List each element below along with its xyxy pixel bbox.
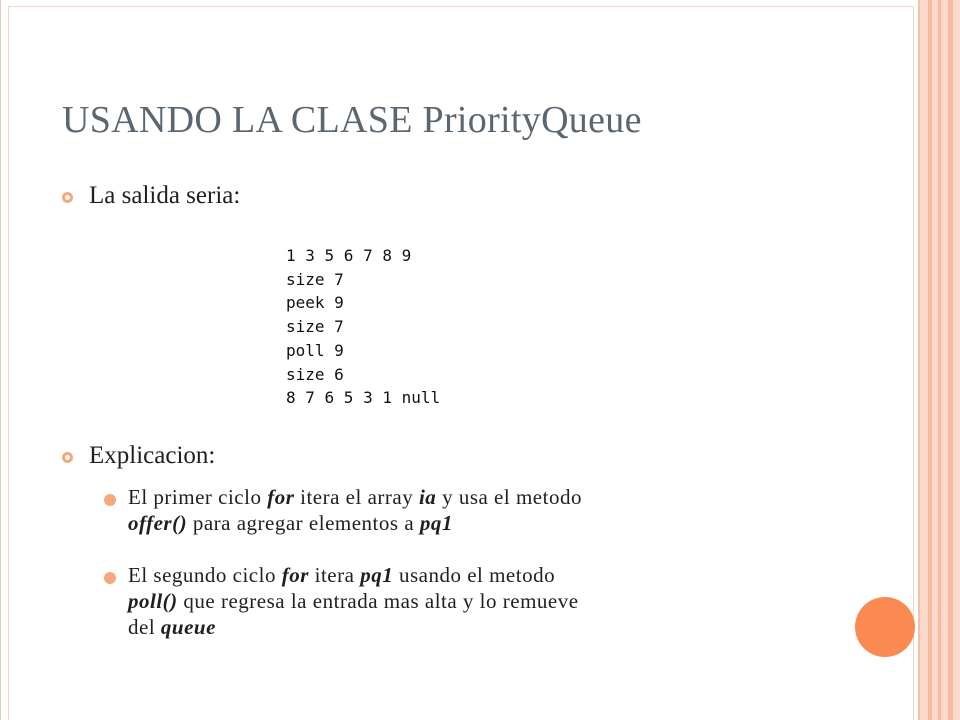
text-run: usando el metodo — [393, 563, 556, 587]
keyword: poll() — [128, 589, 178, 613]
sub-line — [128, 614, 579, 640]
bullet-explicacion — [62, 442, 215, 470]
band-stripe — [948, 0, 953, 720]
dot-bullet-icon — [104, 494, 116, 506]
keyword: queue — [160, 615, 216, 639]
bullet-salida-text: La salida seria: — [89, 182, 241, 209]
sub-line — [128, 510, 582, 536]
code-line: 8 7 6 5 3 1 null — [286, 388, 441, 408]
band-stripe — [938, 0, 941, 720]
text-run: itera el array — [294, 485, 419, 509]
keyword: offer() — [128, 511, 188, 535]
band-stripe — [928, 0, 932, 720]
text-run: para agregar elementos a — [187, 511, 420, 535]
code-line: size 7 — [286, 269, 344, 289]
keyword: ia — [418, 485, 437, 509]
decorative-orange-circle — [855, 597, 915, 657]
slide-title: USANDO LA CLASE PriorityQueue — [62, 99, 642, 141]
keyword: pq1 — [419, 511, 453, 535]
bullet-explicacion-text: Explicacion: — [89, 442, 216, 469]
text-run: que regresa la entrada mas alta y lo remueve — [177, 589, 579, 613]
dot-bullet-icon — [104, 572, 116, 584]
text-run: itera — [308, 563, 361, 587]
keyword: for — [267, 485, 295, 509]
code-line: peek 9 — [286, 293, 344, 313]
sub-line — [128, 588, 579, 614]
ring-bullet-icon — [62, 452, 73, 463]
sub-bullet-first-loop-text — [128, 484, 582, 536]
keyword: for — [281, 563, 309, 587]
text-run: del — [128, 615, 161, 639]
sub-bullet-first-loop — [104, 484, 582, 536]
ring-bullet-icon — [62, 192, 73, 203]
sub-line — [128, 562, 579, 588]
sub-line — [128, 484, 582, 510]
code-line: poll 9 — [286, 340, 344, 360]
text-run: y usa el metodo — [436, 485, 582, 509]
code-line: size 7 — [286, 317, 344, 337]
bullet-salida — [62, 182, 240, 210]
sub-bullet-second-loop — [104, 562, 579, 640]
code-line: size 6 — [286, 364, 344, 384]
decorative-right-band — [920, 0, 960, 720]
code-line: 1 3 5 6 7 8 9 — [286, 246, 412, 265]
keyword: pq1 — [360, 563, 394, 587]
text-run: El segundo ciclo — [128, 563, 282, 587]
sub-bullet-second-loop-text — [128, 562, 579, 640]
text-run: El primer ciclo — [128, 485, 268, 509]
code-output-block — [286, 244, 440, 410]
